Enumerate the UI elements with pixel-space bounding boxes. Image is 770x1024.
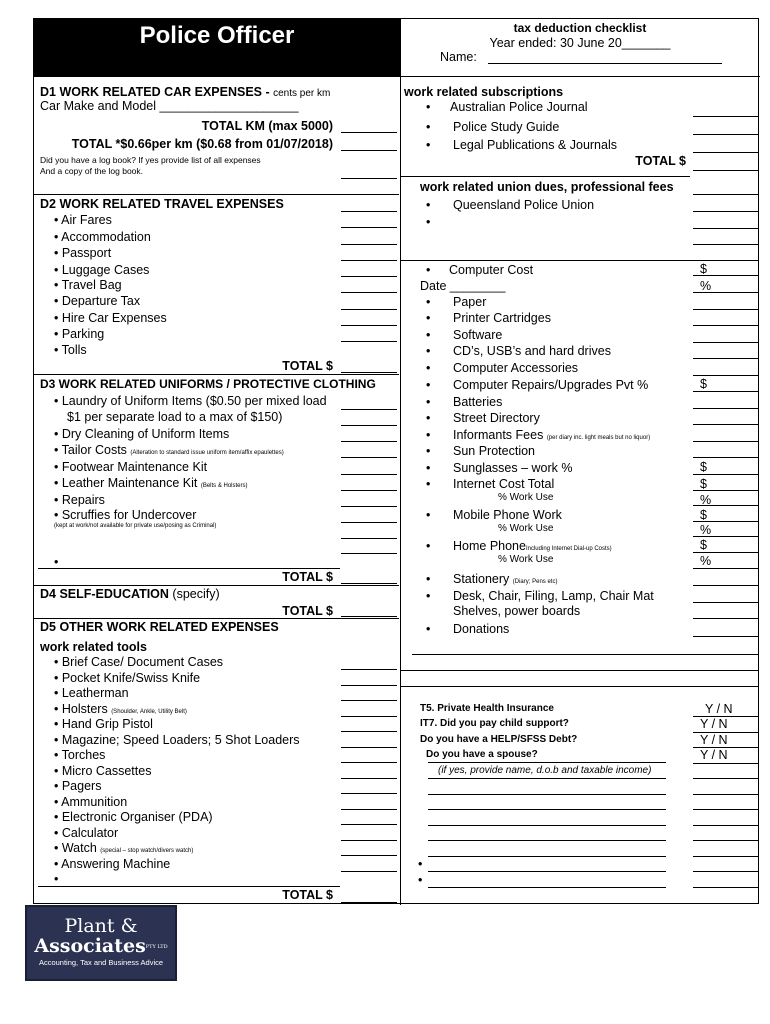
- mobile-phone: Mobile Phone Work: [453, 508, 562, 522]
- d3-total-field[interactable]: [341, 583, 397, 584]
- amount-field[interactable]: [341, 793, 397, 794]
- amount-field[interactable]: [693, 794, 759, 795]
- amount-field[interactable]: [341, 871, 397, 872]
- d5-item: • Pagers: [54, 779, 102, 793]
- d5-blank-item: •: [54, 872, 59, 886]
- amount-field[interactable]: [693, 856, 759, 857]
- yn-line: [693, 716, 759, 717]
- d5-item: • Magazine; Speed Loaders; 5 Shot Loaders: [54, 733, 300, 747]
- laundry-line-1: • Laundry of Uniform Items ($0.50 per mixed load: [54, 394, 327, 408]
- tools-heading: work related tools: [40, 640, 147, 654]
- amount-field[interactable]: [341, 522, 397, 523]
- amount-field[interactable]: [693, 391, 759, 392]
- logbook-field[interactable]: [341, 178, 397, 179]
- d2-total: TOTAL $: [282, 359, 333, 373]
- work-use-label: % Work Use: [498, 523, 554, 534]
- stationery: Stationery (Diary; Pens etc): [453, 572, 558, 586]
- amount-field[interactable]: [341, 809, 397, 810]
- bullet: •: [426, 622, 431, 636]
- d4-heading: D4 SELF-EDUCATION (specify): [40, 587, 220, 601]
- logo-tagline: Accounting, Tax and Business Advice: [38, 958, 164, 967]
- d2-item: • Tolls: [54, 343, 87, 357]
- street-directory: Street Directory: [453, 411, 540, 425]
- total-km-field[interactable]: [341, 132, 397, 133]
- computer-repairs: Computer Repairs/Upgrades Pvt %: [453, 378, 649, 392]
- internet-cost: Internet Cost Total: [453, 477, 555, 491]
- d5-item: • Hand Grip Pistol: [54, 717, 153, 731]
- subs-item: Australian Police Journal: [450, 100, 588, 114]
- spouse-field[interactable]: [428, 825, 666, 826]
- amount-field[interactable]: [341, 731, 397, 732]
- car-make-model: Car Make and Model ____________________: [40, 99, 299, 113]
- amount-field[interactable]: [341, 309, 397, 310]
- d5-heading: D5 OTHER WORK RELATED EXPENSES: [40, 620, 279, 634]
- name-field[interactable]: [488, 63, 722, 64]
- d5-item: • Ammunition: [54, 795, 128, 809]
- percent-sign: %: [700, 279, 712, 293]
- total-rate-field[interactable]: [341, 150, 397, 151]
- subs-total: TOTAL $: [635, 154, 686, 168]
- amount-field[interactable]: [341, 669, 397, 670]
- amount-field[interactable]: [693, 618, 759, 619]
- d2-item: • Accommodation: [54, 230, 151, 244]
- subs-heading: work related subscriptions: [404, 85, 564, 99]
- amount-field[interactable]: [693, 536, 759, 537]
- d5-item: • Electronic Organiser (PDA): [54, 810, 213, 824]
- d2-divider: [34, 374, 399, 375]
- header-divider-right: [400, 76, 760, 77]
- informants-fees: Informants Fees (per diary inc. light meals but no liquor): [453, 428, 651, 442]
- amount-field[interactable]: [693, 116, 759, 117]
- amount-field[interactable]: [693, 505, 759, 506]
- subs-item: Legal Publications & Journals: [453, 138, 617, 152]
- checklist-title: tax deduction checklist: [513, 21, 647, 35]
- amount-field[interactable]: [341, 685, 397, 686]
- amount-field[interactable]: [341, 490, 397, 491]
- amount-field[interactable]: [341, 855, 397, 856]
- it7-yes-no[interactable]: Y / N: [700, 717, 728, 731]
- bullet: •: [426, 198, 431, 212]
- amount-field[interactable]: [341, 762, 397, 763]
- bullet: •: [426, 508, 431, 522]
- yn-line: [693, 732, 759, 733]
- amount-field[interactable]: [693, 474, 759, 475]
- sunglasses: Sunglasses – work %: [453, 461, 573, 475]
- spouse-note: (if yes, provide name, d.o.b and taxable income): [438, 765, 652, 776]
- d5-item: • Leatherman: [54, 686, 129, 700]
- d3-blank-item: •: [54, 555, 59, 569]
- spouse-line: [428, 762, 666, 763]
- bullet: •: [426, 138, 431, 152]
- amount-field[interactable]: [341, 840, 397, 841]
- d3-divider: [34, 585, 399, 586]
- subs-total-field[interactable]: [693, 170, 759, 171]
- name-label: Name:: [440, 50, 477, 64]
- bullet: •: [426, 428, 431, 442]
- amount-field[interactable]: [693, 490, 759, 491]
- it7-child-support: IT7. Did you pay child support?: [420, 718, 569, 729]
- amount-field[interactable]: [341, 716, 397, 717]
- amount-field[interactable]: [693, 840, 759, 841]
- d2-item: • Luggage Cases: [54, 263, 150, 277]
- amount-field[interactable]: [693, 309, 759, 310]
- d2-item: • Passport: [54, 246, 112, 260]
- t5-yes-no[interactable]: Y / N: [705, 702, 733, 716]
- donations: Donations: [453, 622, 510, 636]
- amount-field[interactable]: [341, 227, 397, 228]
- d3-blank-line[interactable]: [38, 568, 340, 569]
- amount-field[interactable]: [693, 552, 759, 553]
- d5-item: • Brief Case/ Document Cases: [54, 655, 224, 669]
- computer-item: Printer Cartridges: [453, 311, 551, 325]
- amount-field[interactable]: [693, 636, 759, 637]
- subs-item: Police Study Guide: [453, 120, 560, 134]
- bullet: •: [426, 120, 431, 134]
- amount-field[interactable]: [341, 341, 397, 342]
- dollar-sign: $: [700, 538, 707, 552]
- bullet: •: [426, 395, 431, 409]
- amount-field[interactable]: [341, 276, 397, 277]
- d1-heading: D1 WORK RELATED CAR EXPENSES - cents per km: [40, 85, 331, 99]
- d5-total-field[interactable]: [341, 902, 397, 903]
- amount-field[interactable]: [341, 457, 397, 458]
- bullet: •: [426, 295, 431, 309]
- logbook-question: Did you have a log book? If yes provide list of all expenses: [40, 155, 261, 165]
- amount-field[interactable]: [693, 602, 759, 603]
- bullet: •: [426, 361, 431, 375]
- computer-cost: Computer Cost: [449, 263, 534, 277]
- amount-field[interactable]: [693, 211, 759, 212]
- tailor-costs: • Tailor Costs (Alteration to standard issue uniform item/affix epaulettes): [54, 443, 284, 457]
- d5-item: • Torches: [54, 748, 106, 762]
- amount-field[interactable]: [341, 441, 397, 442]
- amount-field[interactable]: [693, 358, 759, 359]
- d4-total-field[interactable]: [341, 616, 397, 617]
- amount-field[interactable]: [693, 457, 759, 458]
- amount-field[interactable]: [341, 260, 397, 261]
- help-yes-no[interactable]: Y / N: [700, 733, 728, 747]
- bullet: •: [418, 873, 423, 887]
- union-heading: work related union dues, professional fees: [420, 180, 674, 194]
- spouse-field[interactable]: [428, 778, 666, 779]
- logo-line-1: Plant &: [64, 915, 138, 937]
- d2-item: • Air Fares: [54, 213, 112, 227]
- bullet: •: [426, 215, 431, 229]
- amount-field[interactable]: [341, 506, 397, 507]
- column-divider: [400, 19, 401, 905]
- computer-item: CD’s, USB’s and hard drives: [453, 344, 611, 358]
- amount-field[interactable]: [693, 568, 759, 569]
- bullet: •: [426, 444, 431, 458]
- amount-field[interactable]: [341, 211, 397, 212]
- amount-field[interactable]: [341, 292, 397, 293]
- bullet: •: [426, 263, 431, 277]
- amount-field[interactable]: [693, 228, 759, 229]
- d2-item: • Travel Bag: [54, 278, 122, 292]
- d2-total-field[interactable]: [341, 372, 397, 373]
- percent-sign: %: [700, 493, 712, 507]
- amount-field[interactable]: [693, 194, 759, 195]
- d5-item: • Pocket Knife/Swiss Knife: [54, 671, 201, 685]
- computer-item: Computer Accessories: [453, 361, 579, 375]
- blank-line[interactable]: [400, 670, 759, 671]
- amount-field[interactable]: [693, 809, 759, 810]
- total-rate: TOTAL *$0.66per km ($0.68 from 01/07/2018): [71, 137, 333, 151]
- bullet: •: [426, 539, 431, 553]
- laundry-line-2: $1 per separate load to a max of $150): [67, 410, 283, 424]
- dry-cleaning: • Dry Cleaning of Uniform Items: [54, 427, 230, 441]
- amount-field[interactable]: [693, 375, 759, 376]
- d5-holsters: • Holsters (Shoulder, Ankle, Utility Belt): [54, 702, 187, 716]
- dollar-sign: $: [700, 262, 707, 276]
- amount-field[interactable]: [693, 871, 759, 872]
- amount-field[interactable]: [693, 585, 759, 586]
- amount-field[interactable]: [341, 538, 397, 539]
- header-divider: [34, 76, 400, 77]
- blank-line[interactable]: [400, 686, 759, 687]
- union-item: Queensland Police Union: [453, 198, 595, 212]
- union-divider: [400, 260, 759, 261]
- bullet: •: [426, 589, 431, 603]
- total-km: TOTAL KM (max 5000): [201, 119, 333, 133]
- leather-kit: • Leather Maintenance Kit (Belts & Holsters): [54, 476, 248, 490]
- bullet: •: [426, 572, 431, 586]
- spouse-question: Do you have a spouse?: [426, 749, 538, 760]
- computer-item: Paper: [453, 295, 487, 309]
- spouse-field[interactable]: [428, 794, 666, 795]
- amount-field[interactable]: [693, 887, 759, 888]
- company-logo: [25, 905, 177, 981]
- dollar-sign: $: [700, 477, 707, 491]
- dollar-sign: $: [700, 460, 707, 474]
- dollar-sign: $: [700, 508, 707, 522]
- amount-field[interactable]: [693, 424, 759, 425]
- t5-health-insurance: T5. Private Health Insurance: [420, 703, 554, 714]
- amount-field[interactable]: [341, 778, 397, 779]
- d2-item: • Hire Car Expenses: [54, 311, 167, 325]
- spouse-field[interactable]: [428, 856, 666, 857]
- logo-line-2: AssociatesPTY LTD: [34, 935, 168, 957]
- page-title: Police Officer: [139, 22, 295, 49]
- work-use-label: % Work Use: [498, 554, 554, 565]
- amount-field[interactable]: [341, 553, 397, 554]
- amount-field[interactable]: [693, 152, 759, 153]
- scruffies: • Scruffies for Undercover: [54, 508, 197, 522]
- home-phone: Home PhoneIncluding Internet Dial-up Costs): [453, 539, 612, 553]
- logbook-copy: And a copy of the log book.: [40, 166, 144, 176]
- sun-protection: Sun Protection: [453, 444, 535, 458]
- amount-field[interactable]: [693, 825, 759, 826]
- d1-divider: [34, 194, 399, 195]
- d5-blank-line[interactable]: [38, 886, 340, 887]
- d4-divider: [34, 618, 399, 619]
- subs-divider: [400, 176, 690, 177]
- amount-field[interactable]: [341, 325, 397, 326]
- blank-line[interactable]: [412, 654, 759, 655]
- bullet: •: [426, 477, 431, 491]
- desk-line-2: Shelves, power boards: [453, 604, 581, 618]
- amount-field[interactable]: [341, 700, 397, 701]
- amount-field[interactable]: [693, 325, 759, 326]
- desk-line-1: Desk, Chair, Filing, Lamp, Chair Mat: [453, 589, 654, 603]
- bullet: •: [418, 857, 423, 871]
- amount-field[interactable]: [341, 747, 397, 748]
- amount-field[interactable]: [341, 244, 397, 245]
- percent-sign: %: [700, 554, 712, 568]
- date-field[interactable]: Date ________: [420, 279, 506, 293]
- d3-heading: D3 WORK RELATED UNIFORMS / PROTECTIVE CLOTHING: [40, 377, 376, 391]
- d5-item: • Micro Cassettes: [54, 764, 152, 778]
- year-ended: Year ended: 30 June 20_______: [489, 36, 671, 50]
- yn-line: [693, 763, 759, 764]
- bullet: •: [426, 311, 431, 325]
- spouse-field[interactable]: [428, 809, 666, 810]
- d4-total: TOTAL $: [282, 604, 333, 618]
- amount-field[interactable]: [693, 134, 759, 135]
- computer-item: Software: [453, 328, 503, 342]
- amount-field[interactable]: [693, 408, 759, 409]
- amount-field[interactable]: [693, 521, 759, 522]
- amount-field[interactable]: [693, 342, 759, 343]
- amount-field[interactable]: [341, 824, 397, 825]
- d3-total: TOTAL $: [282, 570, 333, 584]
- amount-field[interactable]: [693, 244, 759, 245]
- percent-sign: %: [700, 523, 712, 537]
- footwear-kit: • Footwear Maintenance Kit: [54, 460, 208, 474]
- bullet: •: [426, 328, 431, 342]
- d2-item: • Parking: [54, 327, 105, 341]
- bullet: •: [426, 411, 431, 425]
- amount-field[interactable]: [693, 441, 759, 442]
- d5-watch: • Watch (special – stop watch/divers watch): [54, 841, 194, 855]
- repairs: • Repairs: [54, 493, 105, 507]
- amount-field[interactable]: [341, 425, 397, 426]
- d2-heading: D2 WORK RELATED TRAVEL EXPENSES: [40, 197, 284, 211]
- bullet: •: [426, 461, 431, 475]
- amount-field[interactable]: [693, 778, 759, 779]
- spouse-yes-no[interactable]: Y / N: [700, 748, 728, 762]
- d5-total: TOTAL $: [282, 888, 333, 902]
- amount-field[interactable]: [341, 474, 397, 475]
- bullet: •: [426, 344, 431, 358]
- batteries: Batteries: [453, 395, 503, 409]
- help-debt: Do you have a HELP/SFSS Debt?: [420, 734, 578, 745]
- spouse-field[interactable]: [428, 887, 666, 888]
- computer-cost-field[interactable]: [693, 275, 759, 276]
- percent-field[interactable]: [693, 292, 759, 293]
- bullet: •: [426, 100, 431, 114]
- d5-answering: • Answering Machine: [54, 857, 171, 871]
- spouse-field[interactable]: [428, 871, 666, 872]
- amount-field[interactable]: [341, 409, 397, 410]
- d5-item: • Calculator: [54, 826, 119, 840]
- dollar-sign: $: [700, 377, 707, 391]
- d2-item: • Departure Tax: [54, 294, 141, 308]
- bullet: •: [426, 378, 431, 392]
- scruffies-note: (kept at work/not available for private use/posing as Criminal): [54, 523, 217, 529]
- yn-line: [693, 747, 759, 748]
- spouse-field[interactable]: [428, 840, 666, 841]
- work-use-label: % Work Use: [498, 492, 554, 503]
